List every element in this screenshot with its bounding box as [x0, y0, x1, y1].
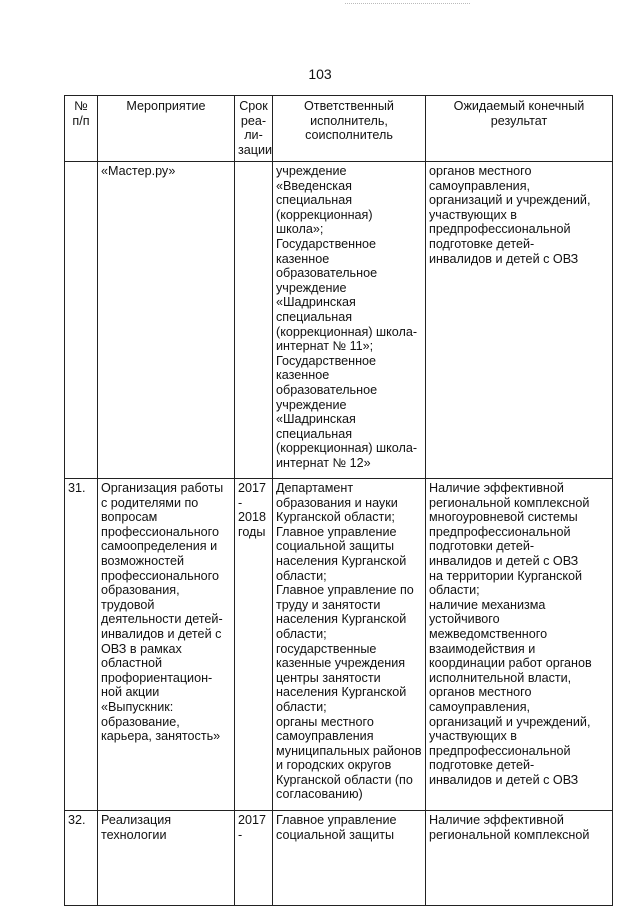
cell-line: Главное управление: [276, 524, 397, 539]
cell-line: Организация работы: [101, 481, 224, 495]
cell-line: реа-: [240, 113, 267, 128]
cell-line: ной акции: [101, 685, 160, 700]
header-executor: [273, 96, 426, 162]
row-result: [426, 162, 613, 479]
cell-line: Срок: [239, 99, 268, 113]
cell-line: населения Курганской: [276, 685, 407, 700]
cell-line: (коррекционная) школа-: [276, 324, 418, 339]
row-result: [426, 811, 613, 906]
cell-line: 2017: [238, 813, 267, 827]
cell-line: участвующих в: [429, 207, 517, 222]
cell-line: органов местного: [429, 164, 532, 178]
cell-line: подготовки детей-: [429, 539, 535, 554]
cell-line: региональной комплексной: [429, 495, 590, 510]
cell-line: Мероприятие: [126, 99, 206, 113]
row-period: [235, 162, 273, 479]
cell-line: Главное управление: [276, 813, 397, 827]
row-event: [98, 811, 235, 906]
cell-line: координации работ органов: [429, 656, 592, 671]
table-row: [65, 811, 613, 906]
cell-line: государственные: [276, 641, 377, 656]
cell-line: (коррекционная) школа-: [276, 441, 418, 456]
cell-line: вопросам: [101, 510, 158, 525]
header-event: [98, 96, 235, 162]
row-period: [235, 811, 273, 906]
cell-line: Ожидаемый конечный: [453, 99, 585, 113]
cell-line: профориентацион-: [101, 670, 213, 685]
cell-line: Курганской области;: [276, 510, 395, 525]
table-header-row: [65, 96, 613, 162]
cell-line: областной: [101, 656, 163, 671]
cell-line: №: [74, 99, 88, 113]
cell-line: самоуправления: [276, 729, 374, 744]
cell-line: «Введенская: [276, 178, 352, 193]
cell-line: исполнитель,: [310, 113, 388, 128]
cell-line: ОВЗ в рамках: [101, 641, 182, 656]
table-row: [65, 162, 613, 479]
cell-line: образование,: [101, 714, 180, 729]
cell-line: учреждение: [276, 280, 347, 295]
cell-line: возможностей: [101, 553, 185, 568]
cell-line: казенное: [276, 368, 330, 383]
cell-line: Ответственный: [304, 99, 394, 113]
table-row: [65, 479, 613, 811]
cell-line: 2017: [238, 481, 267, 495]
cell-line: «Шадринская: [276, 295, 356, 310]
row-result: [426, 479, 613, 811]
cell-line: многоуровневой системы: [429, 510, 578, 525]
cell-line: Государственное: [276, 353, 377, 368]
cell-line: «Шадринская: [276, 412, 356, 427]
cell-line: Курганской области (по: [276, 772, 413, 787]
cell-line: и городских округов: [276, 758, 392, 773]
cell-line: 2018: [238, 510, 267, 525]
cell-line: образовательное: [276, 266, 378, 281]
page-number: 103: [308, 66, 332, 82]
cell-line: школа»;: [276, 222, 324, 237]
cell-line: результат: [490, 113, 548, 128]
cell-line: самоопределения и: [101, 539, 218, 554]
cell-line: деятельности детей-: [101, 612, 223, 627]
row-executor: [273, 811, 426, 906]
cell-line: самоуправления,: [429, 699, 531, 714]
cell-line: социальной защиты: [276, 827, 395, 842]
cell-line: карьера, занятость»: [101, 729, 221, 744]
cell-line: области;: [276, 699, 327, 714]
cell-line: исполнительной власти,: [429, 670, 572, 685]
cell-line: -: [238, 827, 243, 842]
cell-line: взаимодействия и: [429, 641, 536, 656]
cell-line: предпрофессиональной: [429, 222, 571, 237]
cell-line: устойчивого: [429, 612, 500, 627]
cell-line: социальной защиты: [276, 539, 395, 554]
cell-line: органы местного: [276, 714, 374, 729]
cell-line: п/п: [72, 113, 90, 128]
row-executor: [273, 479, 426, 811]
cell-line: соисполнитель: [305, 128, 393, 143]
cell-line: согласованию): [276, 787, 363, 802]
cell-line: подготовке детей-: [429, 236, 535, 251]
cell-line: предпрофессиональной: [429, 524, 571, 539]
cell-line: области;: [276, 568, 327, 583]
cell-line: Департамент: [276, 481, 354, 495]
top-edge-mark: [345, 3, 470, 4]
cell-line: учреждение: [276, 397, 347, 412]
cell-line: участвующих в: [429, 729, 517, 744]
cell-line: технологии: [101, 827, 167, 842]
cell-line: подготовке детей-: [429, 758, 535, 773]
cell-line: специальная: [276, 426, 353, 441]
cell-line: организаций и учреждений,: [429, 193, 591, 208]
cell-line: Реализация: [101, 813, 172, 827]
row-executor: [273, 162, 426, 479]
cell-line: органов местного: [429, 685, 532, 700]
cell-line: «Выпускник:: [101, 699, 174, 714]
cell-line: (коррекционная): [276, 207, 373, 222]
cell-line: специальная: [276, 193, 353, 208]
cell-line: образования и науки: [276, 495, 398, 510]
cell-line: центры занятости: [276, 670, 381, 685]
row-event: [98, 479, 235, 811]
cell-line: Наличие эффективной: [429, 813, 564, 827]
cell-line: профессионального: [101, 524, 219, 539]
cell-line: инвалидов и детей с ОВЗ: [429, 772, 579, 787]
cell-line: «Мастер.ру»: [101, 164, 176, 178]
cell-line: области;: [429, 583, 480, 598]
row-period: [235, 479, 273, 811]
cell-line: труду и занятости: [276, 597, 381, 612]
cell-line: специальная: [276, 309, 353, 324]
row-number: 32.: [65, 811, 98, 906]
cell-line: казенные учреждения: [276, 656, 406, 671]
cell-line: предпрофессиональной: [429, 743, 571, 758]
cell-line: муниципальных районов: [276, 743, 422, 758]
cell-line: Главное управление по: [276, 583, 414, 598]
cell-line: учреждение: [276, 164, 347, 178]
cell-line: инвалидов и детей с ОВЗ: [429, 251, 579, 266]
cell-line: трудовой: [101, 597, 155, 612]
cell-line: -: [238, 495, 243, 510]
cell-line: зации: [238, 142, 273, 157]
cell-line: инвалидов и детей с ОВЗ: [429, 553, 579, 568]
row-number: [65, 162, 98, 479]
cell-line: области;: [276, 626, 327, 641]
cell-line: интернат № 12»: [276, 455, 371, 470]
cell-line: инвалидов и детей с: [101, 626, 222, 641]
cell-line: с родителями по: [101, 495, 199, 510]
cell-line: на территории Курганской: [429, 568, 583, 583]
cell-line: интернат № 11»;: [276, 339, 374, 354]
cell-line: межведомственного: [429, 626, 548, 641]
cell-line: организаций и учреждений,: [429, 714, 591, 729]
cell-line: образовательное: [276, 382, 378, 397]
header-result: [426, 96, 613, 162]
row-event: [98, 162, 235, 479]
cell-line: самоуправления,: [429, 178, 531, 193]
cell-line: населения Курганской: [276, 553, 407, 568]
header-number: [65, 96, 98, 162]
cell-line: казенное: [276, 251, 330, 266]
cell-line: профессионального: [101, 568, 219, 583]
cell-line: Наличие эффективной: [429, 481, 564, 495]
cell-line: наличие механизма: [429, 597, 546, 612]
header-period: [235, 96, 273, 162]
cell-line: населения Курганской: [276, 612, 407, 627]
activities-table: [64, 95, 613, 906]
cell-line: годы: [238, 524, 266, 539]
row-number: 31.: [65, 479, 98, 811]
cell-line: образования,: [101, 583, 180, 598]
cell-line: Государственное: [276, 236, 377, 251]
cell-line: региональной комплексной: [429, 827, 590, 842]
cell-line: ли-: [244, 128, 263, 143]
